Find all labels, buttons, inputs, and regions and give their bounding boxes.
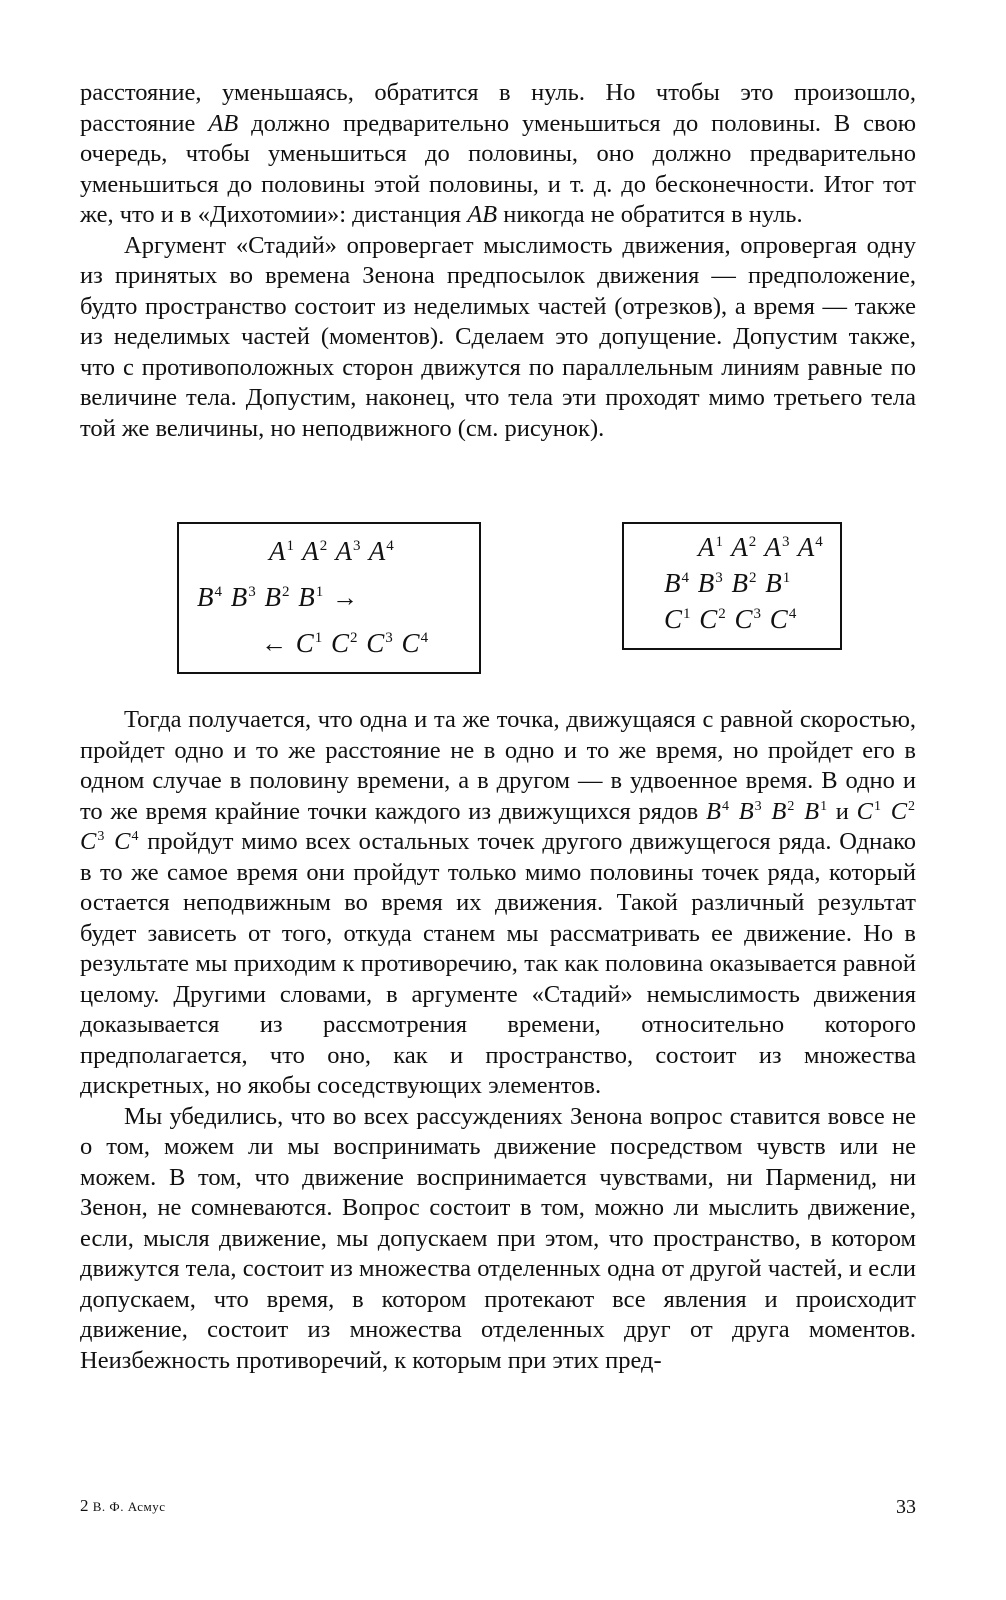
signature-author: В. Ф. Асмус <box>92 1499 166 1514</box>
point-index: 4 <box>788 606 798 622</box>
point-index: 1 <box>873 798 882 814</box>
point-index: 4 <box>420 630 430 646</box>
point-label <box>402 628 430 658</box>
point-label <box>298 582 324 612</box>
point-letter: B <box>804 797 821 825</box>
point-index: 3 <box>715 570 724 586</box>
point-index: 1 <box>314 630 324 646</box>
figure-row-a <box>698 532 824 563</box>
point-index: 2 <box>787 798 796 814</box>
point-index: 3 <box>353 538 362 554</box>
point-index: 1 <box>782 570 792 586</box>
figure-row-c <box>261 628 429 659</box>
point-label <box>664 604 692 634</box>
paragraph-3-text-b: пройдут мимо всех остальных точек другого движущегося ряда. Однако в то же самое время они пройдут только мимо половины точек ряда, который остается неподвижным во время их движения. Такой различный результат будет зависеть от того, откуда станем мы рассматривать ее движение. Но в результате мы приходим к противоречию, так как половина оказывается равной целому. Другими словами, в аргументе «Стадий» немыслимость движения доказывается из рассмотрения времени, относительно которого предполагается, что оно, как и пространство, состоит из множества дискретных, но якобы соседствующих элементов. <box>80 828 917 1099</box>
paragraph-4: Мы убедились, что во всех рассуждениях Зенона вопрос ставится вовсе не о том, можем ли мы воспринимать движение посредством чувств или не можем. В том, что движение воспринимается чувствами, ни Парменид, ни Зенон, не сомневаются. Вопрос состоит в том, можно ли мыслить движение, если, мысля движение, мы допускаем при этом, что пространство, в котором движутся тела, состоит из множества отделенных одна от другой частей, и если допускаем, что время, в котором протекают все явления и происходит движение, состоит из множества отделенных друг от друга моментов. Неизбежность противоречий, к которым при этих пред- <box>80 1102 916 1374</box>
point-index: 2 <box>282 584 291 600</box>
point-letter: B <box>298 582 316 612</box>
point-letter: B <box>731 568 749 598</box>
point-letter: B <box>230 582 249 612</box>
figure-row-a <box>269 536 395 567</box>
point-letter: B <box>264 582 282 612</box>
point-index: 4 <box>214 584 223 600</box>
figure-row-c <box>664 604 797 635</box>
point-letter: A <box>797 532 816 562</box>
point-index: 3 <box>753 606 763 622</box>
point-label <box>366 628 394 658</box>
segment-ab-label: AB <box>467 201 498 228</box>
point-index: 2 <box>749 570 758 586</box>
inline-sequence-b <box>706 798 828 825</box>
point-label <box>336 536 362 566</box>
point-letter: A <box>269 536 287 566</box>
paragraph-1 <box>80 78 916 231</box>
point-letter: B <box>738 797 755 825</box>
point-index: 4 <box>681 570 690 586</box>
point-index: 2 <box>319 538 329 554</box>
paragraph-1-text-a: расстояние, уменьшаясь, обратится в нуль. Но чтобы это произошло, расстояние <box>80 79 916 137</box>
point-index: 3 <box>754 798 763 814</box>
point-index: 1 <box>820 798 829 814</box>
figure-aligned-rows <box>622 522 842 650</box>
point-letter: B <box>197 582 215 612</box>
point-label <box>269 536 295 566</box>
page-number: 33 <box>896 1496 916 1518</box>
figure-row-b <box>197 582 359 613</box>
point-index: 4 <box>386 538 395 554</box>
point-index: 3 <box>782 534 791 550</box>
row-c-points <box>296 628 429 658</box>
point-index: 3 <box>385 630 394 646</box>
point-label <box>698 532 724 562</box>
point-letter: C <box>734 604 754 634</box>
point-letter: C <box>80 828 98 855</box>
signature-mark <box>80 1496 166 1516</box>
point-label <box>739 798 763 825</box>
point-letter: B <box>765 568 783 598</box>
point-label <box>302 536 328 566</box>
point-label <box>765 568 791 598</box>
point-label <box>231 582 257 612</box>
point-label <box>771 798 795 825</box>
point-label <box>891 798 916 825</box>
point-label <box>798 532 824 562</box>
point-index: 3 <box>97 829 106 844</box>
point-letter: A <box>731 532 749 562</box>
point-letter: C <box>699 604 719 634</box>
signature-number: 2 <box>80 1496 89 1515</box>
point-label <box>706 798 730 825</box>
paragraph-3-text-a: Тогда получается, что одна и та же точка, движущаяся с равной скоростью, пройдет одно и то же расстояние не в одно и то же время, но пройдет его в одном случае в половину времени, а в другом — в удвоенное время. В одно и то же время крайние точки каждого из движущихся рядов <box>80 706 916 825</box>
figure-row-b <box>664 568 791 599</box>
point-index: 2 <box>350 630 359 646</box>
point-label <box>770 604 798 634</box>
arrow-right-icon: → <box>332 583 359 612</box>
point-index: 2 <box>748 534 758 550</box>
point-label <box>296 628 324 658</box>
point-letter: A <box>302 536 320 566</box>
point-index: 1 <box>315 584 325 600</box>
point-letter: B <box>664 568 682 598</box>
point-index: 4 <box>815 534 824 550</box>
point-label <box>732 568 758 598</box>
point-index: 4 <box>721 798 730 814</box>
point-label <box>804 798 828 825</box>
point-label <box>331 628 359 658</box>
text-block-bottom <box>80 705 916 1376</box>
figure-moving-rows <box>177 522 481 674</box>
point-label <box>699 604 727 634</box>
point-letter: A <box>368 536 387 566</box>
point-label <box>731 532 757 562</box>
paragraph-1-text-b: должно предварительно уменьшиться до половины. В свою очередь, чтобы уменьшиться до половины, оно должно предварительно уменьшиться до половины этой половины, и т. д. до бесконечности. Итог тот же, что и в «Дихотомии»: дистанция <box>80 109 916 228</box>
paragraph-1-text-c: никогда не обратится в нуль. <box>497 201 803 228</box>
point-label <box>265 582 291 612</box>
point-label <box>735 604 763 634</box>
point-letter: C <box>114 828 132 855</box>
point-letter: C <box>366 628 386 658</box>
paragraph-3 <box>80 705 916 1102</box>
point-letter: C <box>856 797 874 825</box>
text-block-top <box>80 78 916 444</box>
segment-ab-label: AB <box>208 109 239 137</box>
point-letter: B <box>771 797 788 825</box>
point-label <box>698 568 724 598</box>
point-letter: C <box>769 604 789 634</box>
row-b-points <box>197 582 324 612</box>
point-letter: C <box>401 628 421 658</box>
point-index: 1 <box>715 534 724 550</box>
point-letter: B <box>705 797 722 825</box>
point-label <box>664 568 690 598</box>
point-index: 2 <box>718 606 727 622</box>
point-index: 1 <box>683 606 692 622</box>
point-label <box>765 532 791 562</box>
point-label <box>857 798 882 825</box>
point-index: 3 <box>248 584 257 600</box>
point-letter: A <box>335 536 354 566</box>
point-letter: C <box>295 628 315 658</box>
point-letter: C <box>890 797 909 825</box>
point-letter: A <box>698 532 716 562</box>
point-label <box>369 536 395 566</box>
point-letter: B <box>697 568 716 598</box>
point-index: 4 <box>131 829 140 844</box>
paragraph-2: Аргумент «Стадий» опровергает мыслимость движения, опровергая одну из принятых во времена Зенона предпосылок движения — предположение, будто пространство состоит из неделимых частей (отрезков), а время — также из неделимых частей (моментов). Сделаем это допущение. Допустим также, что с противоположных сторон движутся по параллельным линиям равные по величине тела. Допустим, наконец, что тела эти проходят мимо третьего тела той же величины, но неподвижного (см. рисунок). <box>80 231 916 442</box>
point-letter: C <box>664 604 684 634</box>
point-letter: C <box>331 628 351 658</box>
point-index: 1 <box>286 538 295 554</box>
arrow-left-icon: ← <box>261 629 288 658</box>
point-letter: A <box>764 532 783 562</box>
conjunction: и <box>828 797 857 825</box>
point-label <box>80 828 105 855</box>
point-label <box>197 582 223 612</box>
point-index: 2 <box>908 798 917 814</box>
point-label <box>114 828 139 855</box>
